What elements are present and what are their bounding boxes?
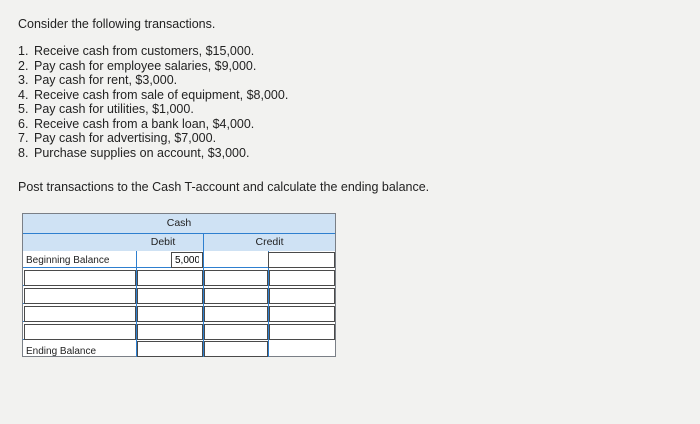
debit-header: Debit bbox=[150, 236, 176, 248]
transaction-item: 8. Purchase supplies on account, $3,000. bbox=[18, 145, 250, 160]
transaction-item: 1. Receive cash from customers, $15,000. bbox=[18, 44, 255, 58]
debit-label-input[interactable] bbox=[24, 306, 136, 322]
credit-amount-input[interactable] bbox=[204, 306, 268, 322]
credit-label-input[interactable] bbox=[269, 288, 335, 304]
ending-balance-label: Ending Balance bbox=[26, 346, 97, 357]
credit-label-input[interactable] bbox=[269, 270, 335, 286]
beginning-balance-debit[interactable] bbox=[171, 252, 203, 268]
credit-amount-input[interactable] bbox=[204, 324, 268, 340]
transaction-item: 5. Pay cash for utilities, $1,000. bbox=[18, 102, 194, 116]
beginning-balance-label: Beginning Balance bbox=[26, 255, 110, 266]
debit-label-input[interactable] bbox=[24, 324, 136, 340]
debit-amount-input[interactable] bbox=[137, 270, 203, 286]
debit-amount-input[interactable] bbox=[137, 288, 203, 304]
debit-label-input[interactable] bbox=[24, 288, 136, 304]
t-account-title: Cash bbox=[23, 214, 335, 233]
debit-amount-input[interactable] bbox=[137, 324, 203, 340]
cash-t-account bbox=[22, 213, 336, 357]
transaction-item: 6. Receive cash from a bank loan, $4,000. bbox=[18, 116, 255, 131]
transaction-item: 4. Receive cash from sale of equipment, $8,000. bbox=[18, 87, 289, 102]
credit-amount-input[interactable] bbox=[204, 270, 268, 286]
instruction-text: Post transactions to the Cash T-account and calculate the ending balance. bbox=[18, 180, 430, 194]
credit-amount-input[interactable] bbox=[204, 288, 268, 304]
debit-amount-input[interactable] bbox=[137, 306, 203, 322]
ending-balance-debit[interactable] bbox=[137, 341, 203, 357]
credit-label-input[interactable] bbox=[269, 324, 335, 340]
beginning-balance-credit[interactable] bbox=[268, 252, 335, 268]
credit-header: Credit bbox=[255, 236, 284, 248]
transaction-item: 3. Pay cash for rent, $3,000. bbox=[18, 73, 178, 87]
credit-label-input[interactable] bbox=[269, 306, 335, 322]
transaction-item: 2. Pay cash for employee salaries, $9,000. bbox=[18, 58, 257, 73]
t-account-header bbox=[23, 233, 335, 251]
ending-balance-credit[interactable] bbox=[204, 341, 268, 357]
debit-label-input[interactable] bbox=[24, 270, 136, 286]
transaction-list bbox=[18, 44, 288, 160]
transaction-item: 7. Pay cash for advertising, $7,000. bbox=[18, 131, 217, 145]
question-intro: Consider the following transactions. bbox=[18, 17, 216, 31]
